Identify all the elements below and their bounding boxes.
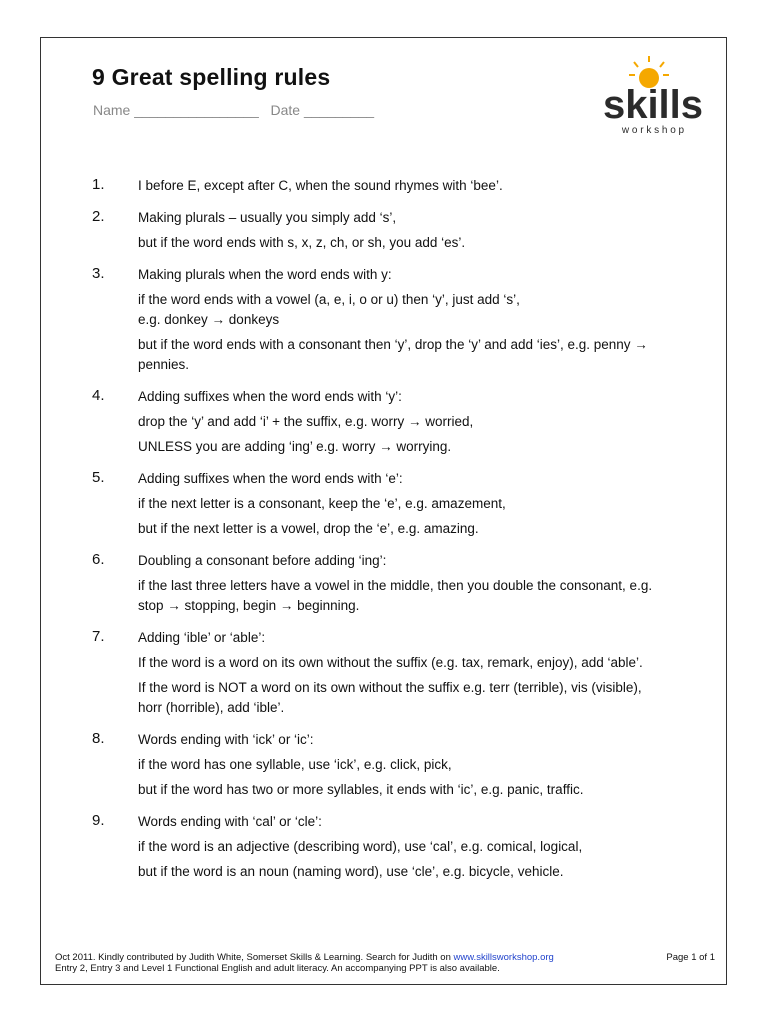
name-date-line (93, 102, 374, 118)
rule-item (41, 265, 726, 375)
rule-detail: but if the word has two or more syllables, it ends with ‘ic’, e.g. panic, traffic. (138, 782, 584, 797)
rule-detail: if the word has one syllable, use ‘ick’, e.g. click, pick, (138, 757, 452, 772)
logo-word: skills (602, 83, 704, 127)
name-label: Name (93, 102, 131, 118)
rule-detail: if the word ends with a vowel (a, e, i, o or u) then ‘y’, just add ‘s’, e.g. donkey → donkeys (138, 292, 520, 327)
rule-heading: Words ending with ‘ick’ or ‘ic’: (138, 732, 314, 747)
rule-number: 2. (92, 208, 105, 225)
rule-detail: drop the ‘y’ and add ‘i’ + the suffix, e.g. worry → worried, (138, 414, 474, 429)
rule-detail: If the word is a word on its own without the suffix (e.g. tax, remark, enjoy), add ‘able’. (138, 655, 643, 670)
rule-number: 8. (92, 730, 105, 747)
rule-heading: Adding suffixes when the word ends with ‘e’: (138, 471, 403, 486)
rule-detail: If the word is NOT a word on its own without the suffix e.g. terr (terrible), vis (visible), horr (horrible), add ‘ible’. (138, 680, 642, 715)
rule-detail: UNLESS you are adding ‘ing’ e.g. worry → worrying. (138, 439, 452, 454)
rule-item (41, 551, 726, 616)
footer-line-1 (55, 952, 715, 963)
rule-number: 4. (92, 387, 105, 404)
skills-workshop-logo (589, 54, 717, 136)
rule-heading: I before E, except after C, when the sound rhymes with ‘bee’. (138, 178, 503, 193)
footer-line-2: Entry 2, Entry 3 and Level 1 Functional English and adult literacy. An accompanying PPT is also available. (55, 963, 500, 974)
rule-item (41, 812, 726, 882)
rule-detail: but if the next letter is a vowel, drop the ‘e’, e.g. amazing. (138, 521, 479, 536)
rule-item (41, 176, 726, 196)
rule-number: 5. (92, 469, 105, 486)
rule-heading: Doubling a consonant before adding ‘ing’: (138, 553, 387, 568)
rules-list (41, 176, 726, 894)
name-blank: ________________ (134, 102, 259, 118)
rule-detail: if the word is an adjective (describing word), use ‘cal’, e.g. comical, logical, (138, 839, 583, 854)
rule-item (41, 628, 726, 718)
rule-heading: Adding suffixes when the word ends with ‘y’: (138, 389, 402, 404)
date-blank: _________ (303, 102, 375, 118)
rule-detail: but if the word is an noun (naming word), use ‘cle’, e.g. bicycle, vehicle. (138, 864, 564, 879)
rule-number: 1. (92, 176, 105, 193)
rule-heading: Making plurals – usually you simply add ‘s’, (138, 210, 397, 225)
rule-detail: but if the word ends with s, x, z, ch, or sh, you add ‘es’. (138, 235, 466, 250)
footer-link[interactable]: www.skillsworkshop.org (453, 952, 554, 963)
footer (55, 952, 715, 974)
rule-number: 6. (92, 551, 105, 568)
rule-number: 7. (92, 628, 105, 645)
rule-heading: Adding ‘ible’ or ‘able’: (138, 630, 266, 645)
footer-credit: Oct 2011. Kindly contributed by Judith White, Somerset Skills & Learning. Search for Judith on (55, 952, 454, 963)
rule-number: 3. (92, 265, 105, 282)
page-title: 9 Great spelling rules (92, 64, 331, 90)
rule-item (41, 208, 726, 253)
logo-sub: w o r k s h o p (621, 125, 685, 136)
worksheet-page (40, 37, 727, 985)
rule-item (41, 730, 726, 800)
page-number: Page 1 of 1 (666, 952, 715, 963)
rule-detail: but if the word ends with a consonant then ‘y’, drop the ‘y’ and add ‘ies’, e.g. penny → pennies. (138, 337, 648, 372)
rule-item (41, 469, 726, 539)
rule-detail: if the last three letters have a vowel in the middle, then you double the consonant, e.g. stop → stopping, begin → beginning. (138, 578, 653, 613)
rule-item (41, 387, 726, 457)
rule-heading: Making plurals when the word ends with y: (138, 267, 392, 282)
rule-detail: if the next letter is a consonant, keep the ‘e’, e.g. amazement, (138, 496, 506, 511)
rule-number: 9. (92, 812, 105, 829)
date-label: Date (270, 102, 301, 118)
rule-heading: Words ending with ‘cal’ or ‘cle’: (138, 814, 322, 829)
